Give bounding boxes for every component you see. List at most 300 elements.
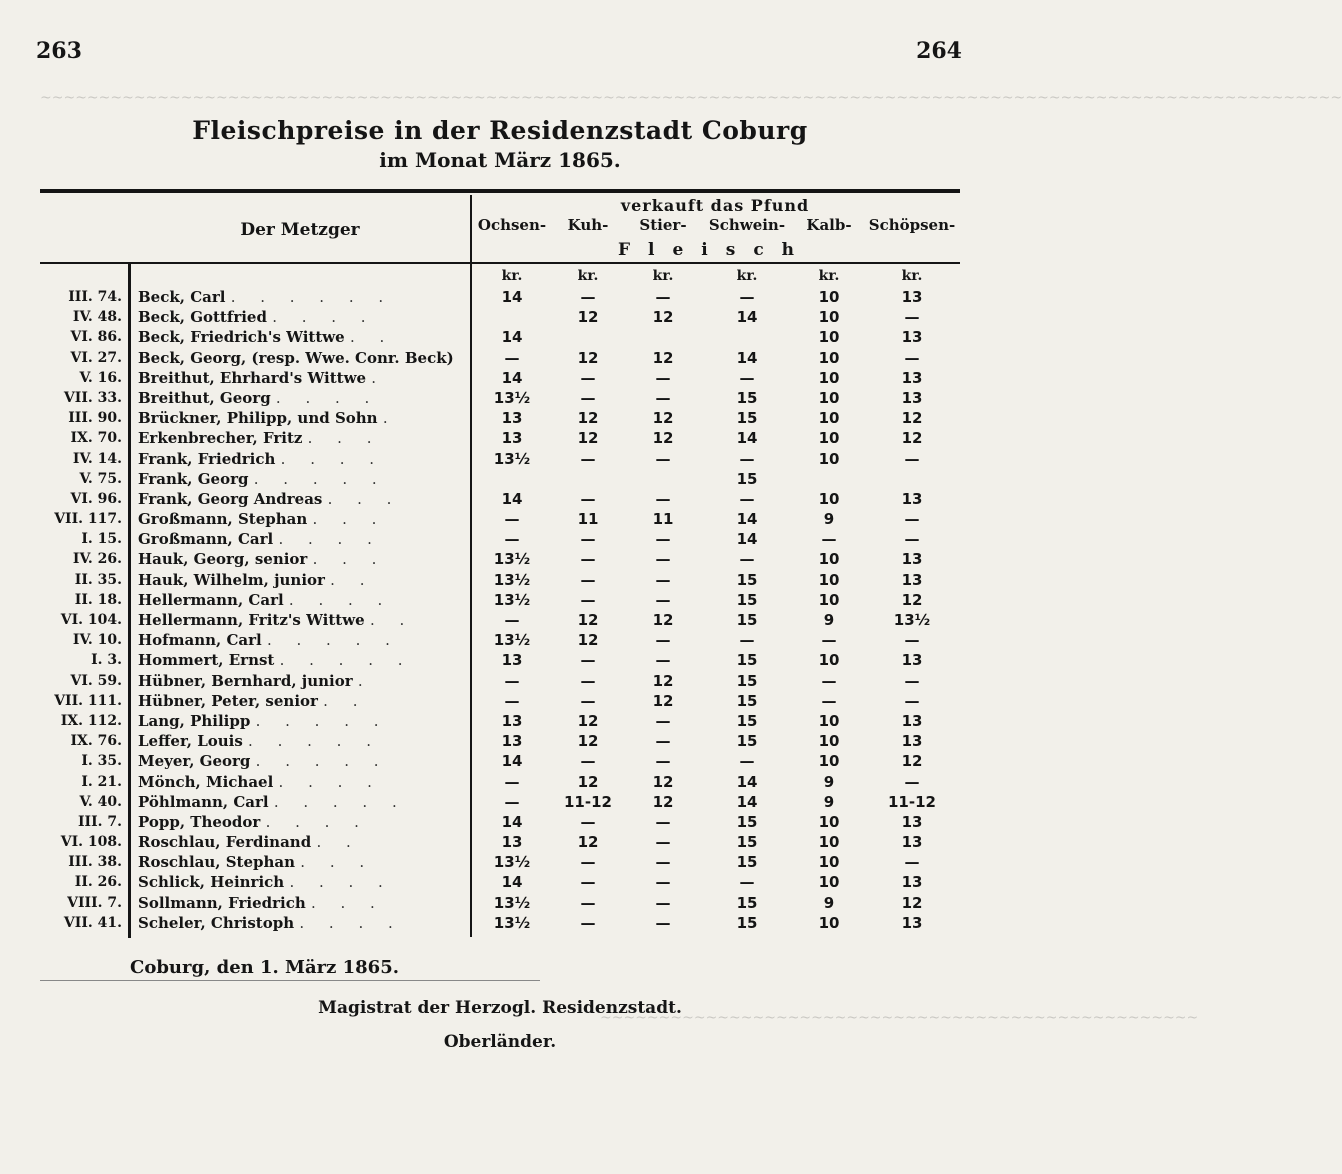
price-schwein: 15 <box>736 853 758 872</box>
price-kuh: — <box>580 853 596 872</box>
house-number: III. 7. <box>77 813 122 830</box>
price-schoepsen: 13 <box>901 711 923 730</box>
price-schoepsen: 13 <box>901 368 923 387</box>
price-ochsen: — <box>504 348 520 367</box>
price-ochsen: 14 <box>501 368 523 387</box>
price-ochsen: 13½ <box>493 913 531 932</box>
price-kuh: — <box>580 691 596 710</box>
butcher-name <box>138 368 470 388</box>
price-ochsen: 13 <box>501 429 523 448</box>
table-row <box>0 691 1000 711</box>
price-stier: — <box>655 812 671 831</box>
price-kalb: 10 <box>818 368 840 387</box>
price-schoepsen: 13 <box>901 873 923 892</box>
leader-dots: . . . . . <box>279 651 413 670</box>
header-col-schwein: Schwein- <box>708 216 786 234</box>
table-row <box>0 388 1000 408</box>
price-stier: — <box>655 732 671 751</box>
leader-dots: . . . . . <box>255 752 389 771</box>
price-stier: — <box>655 489 671 508</box>
leader-dots: . . . . <box>280 449 385 468</box>
house-number: VII. 111. <box>54 692 122 709</box>
table-row <box>0 630 1000 650</box>
price-schwein: 15 <box>736 611 758 629</box>
butcher-name-text: Mönch, Michael <box>138 772 274 791</box>
price-kuh: — <box>580 752 596 771</box>
table-row <box>0 348 1000 368</box>
price-stier: 12 <box>652 348 674 367</box>
house-number: VI. 96. <box>70 490 122 507</box>
price-schwein: 15 <box>736 469 758 488</box>
price-schoepsen: 13 <box>901 732 923 751</box>
price-schoepsen: 13 <box>901 489 923 508</box>
price-kalb: 10 <box>818 651 840 670</box>
butcher-name <box>138 509 470 529</box>
butcher-name <box>138 671 470 691</box>
price-schwein: 15 <box>736 711 758 730</box>
price-stier: — <box>655 913 671 932</box>
price-kalb: 9 <box>823 792 835 811</box>
butcher-name-text: Lang, Philipp <box>138 711 251 730</box>
price-ochsen: — <box>504 611 520 629</box>
price-stier: 12 <box>652 691 674 710</box>
leader-dots: . . . . . <box>273 792 407 811</box>
date-line: Coburg, den 1. März 1865. <box>130 957 399 978</box>
butcher-name-text: Hommert, Ernst <box>138 651 275 670</box>
house-number: IV. 48. <box>72 309 122 326</box>
price-ochsen: 13½ <box>493 631 531 650</box>
house-number: II. 26. <box>74 874 122 891</box>
butcher-name <box>138 913 470 933</box>
price-schwein: 15 <box>736 812 758 831</box>
leader-dots: . . . <box>307 429 382 448</box>
price-schoepsen: 13 <box>901 833 923 852</box>
unit-label: kr. <box>736 268 758 284</box>
price-kalb: 10 <box>818 833 840 852</box>
price-stier: — <box>655 752 671 771</box>
table-row <box>0 650 1000 670</box>
price-stier: — <box>655 893 671 912</box>
price-stier: — <box>655 711 671 730</box>
price-kalb: 9 <box>823 510 835 529</box>
price-ochsen: 13 <box>501 409 523 428</box>
price-ochsen: 13 <box>501 651 523 670</box>
price-kalb: 10 <box>818 429 840 448</box>
price-ochsen: 13 <box>501 833 523 852</box>
unit-label: kr. <box>818 268 840 284</box>
price-ochsen: 14 <box>501 328 523 347</box>
butcher-name <box>138 408 470 428</box>
butcher-name <box>138 428 470 448</box>
price-kuh: 12 <box>577 348 599 367</box>
price-kalb: 10 <box>818 913 840 932</box>
price-schwein: — <box>739 550 755 569</box>
butcher-name-text: Frank, Friedrich <box>138 449 276 468</box>
page-number-right: 264 <box>916 38 962 64</box>
price-ochsen: 14 <box>501 752 523 771</box>
table-row <box>0 893 1000 913</box>
price-kalb: 9 <box>823 611 835 629</box>
butcher-name <box>138 872 470 892</box>
price-stier: 12 <box>652 429 674 448</box>
house-number: VII. 41. <box>63 914 122 931</box>
price-schoepsen: — <box>904 853 920 872</box>
price-schwein: 14 <box>736 308 758 327</box>
butcher-name-text: Brückner, Philipp, und Sohn <box>138 409 378 428</box>
price-schoepsen: 12 <box>901 429 923 448</box>
price-kalb: 10 <box>818 853 840 872</box>
butcher-name <box>138 388 470 408</box>
price-kalb: 10 <box>818 409 840 428</box>
price-stier: 12 <box>652 772 674 791</box>
price-kalb: — <box>821 691 837 710</box>
leader-dots: . . <box>369 611 415 629</box>
price-kuh: — <box>580 812 596 831</box>
leader-dots: . . . . <box>265 812 369 831</box>
price-schoepsen: — <box>904 449 920 468</box>
price-ochsen: 13½ <box>493 570 531 589</box>
price-ochsen: 14 <box>501 489 523 508</box>
price-schoepsen: — <box>904 671 920 690</box>
price-kalb: 10 <box>818 873 840 892</box>
leader-dots: . . . . <box>275 388 380 407</box>
house-number: IX. 112. <box>60 712 122 729</box>
price-kuh: — <box>580 449 596 468</box>
price-kalb: 10 <box>818 489 840 508</box>
house-number: IX. 70. <box>70 430 122 447</box>
butcher-name-text: Beck, Georg, (resp. Wwe. Conr. Beck) <box>138 348 454 367</box>
price-schwein: 15 <box>736 590 758 609</box>
leader-dots: . . <box>323 691 368 710</box>
butcher-name <box>138 348 470 368</box>
show-through-text: ~~~~~~~~~~~~~~~~~~~~~~~~~~~~~~~~~~~~~~~~~~~~~~~~~~~ <box>600 1010 1199 1026</box>
table-row <box>0 751 1000 771</box>
price-schoepsen: — <box>904 510 920 529</box>
price-schoepsen: 13 <box>901 328 923 347</box>
price-kuh: 12 <box>577 308 599 327</box>
price-kalb: 10 <box>818 449 840 468</box>
butcher-name <box>138 469 470 489</box>
price-kalb: 10 <box>818 550 840 569</box>
price-schoepsen: 12 <box>901 590 923 609</box>
table-row <box>0 549 1000 569</box>
price-kuh: 12 <box>577 611 599 629</box>
table-row <box>0 368 1000 388</box>
price-ochsen: — <box>504 792 520 811</box>
price-ochsen: — <box>504 772 520 791</box>
table-row <box>0 570 1000 590</box>
price-schoepsen: 13 <box>901 812 923 831</box>
price-schoepsen: — <box>904 348 920 367</box>
house-number: IV. 26. <box>72 551 122 568</box>
butcher-name-text: Hauk, Wilhelm, junior <box>138 570 325 589</box>
house-number: II. 18. <box>74 591 122 608</box>
price-ochsen: 13 <box>501 732 523 751</box>
price-ochsen: — <box>504 530 520 549</box>
price-stier: — <box>655 388 671 407</box>
leader-dots: . . <box>316 833 361 852</box>
price-schoepsen: 13 <box>901 388 923 407</box>
price-stier: — <box>655 631 671 650</box>
table-row <box>0 792 1000 812</box>
butcher-name-text: Scheler, Christoph <box>138 913 295 932</box>
signatory: Oberländer. <box>443 1032 557 1052</box>
header-col-schoepsen: Schöpsen- <box>868 216 956 234</box>
butcher-name <box>138 590 470 610</box>
header-sells: verkauft das Pfund <box>620 196 810 215</box>
table-top-rule <box>40 189 960 193</box>
price-schoepsen: 13½ <box>893 611 931 629</box>
price-kalb: 10 <box>818 812 840 831</box>
leader-dots: . . . . . <box>266 631 400 650</box>
price-stier: — <box>655 590 671 609</box>
price-schwein: — <box>739 288 755 306</box>
house-number: III. 74. <box>68 289 122 305</box>
price-kalb: — <box>821 671 837 690</box>
table-row <box>0 913 1000 933</box>
price-kuh: — <box>580 288 596 306</box>
show-through-text: ~~~~~~~~~~~~~~~~~~~~~~~~~~~~~~~~~~~~~~~~~~~~~~~~~~~~~~~~~~~~~~~~~~~~~~~~~~~~~~~~~~~~~~~~~~~~~~~~~~~~~~~~~~~~~~~ <box>40 90 1342 106</box>
price-schoepsen: 13 <box>901 913 923 932</box>
house-number: VI. 59. <box>70 672 122 689</box>
price-kalb: 10 <box>818 308 840 327</box>
price-schoepsen: — <box>904 308 920 327</box>
price-stier: 11 <box>652 510 674 529</box>
price-schoepsen: 13 <box>901 550 923 569</box>
price-ochsen: 13½ <box>493 388 531 407</box>
leader-dots: . . . . <box>278 530 382 549</box>
leader-dots: . . . . <box>288 590 393 609</box>
price-stier: 12 <box>652 671 674 690</box>
house-number: V. 16. <box>79 369 122 386</box>
price-ochsen: — <box>504 510 520 529</box>
price-schwein: — <box>739 368 755 387</box>
price-stier: — <box>655 449 671 468</box>
issuing-authority: Magistrat der Herzogl. Residenzstadt. <box>318 998 682 1018</box>
price-kuh: 11 <box>577 510 599 529</box>
header-col-kalb: Kalb- <box>806 216 852 234</box>
price-schwein: — <box>739 449 755 468</box>
table-row <box>0 469 1000 489</box>
leader-dots: . . . <box>327 489 402 508</box>
header-meat: Fleisch <box>617 240 813 260</box>
butcher-name <box>138 650 470 670</box>
table-row <box>0 832 1000 852</box>
price-kalb: 10 <box>818 711 840 730</box>
butcher-name-text: Großmann, Carl <box>138 530 274 549</box>
butcher-name-text: Meyer, Georg <box>138 752 251 771</box>
butcher-name-text: Breithut, Ehrhard's Wittwe <box>138 368 367 387</box>
butcher-name <box>138 751 470 771</box>
price-kuh: — <box>580 388 596 407</box>
price-schwein: 15 <box>736 570 758 589</box>
butcher-name-text: Frank, Georg Andreas <box>138 489 323 508</box>
table-row <box>0 731 1000 751</box>
price-schwein: 15 <box>736 833 758 852</box>
price-schwein: 15 <box>736 388 758 407</box>
house-number: I. 3. <box>91 652 122 669</box>
butcher-name-text: Frank, Georg <box>138 469 249 488</box>
price-kalb: — <box>821 631 837 650</box>
price-kuh: — <box>580 651 596 670</box>
price-stier: — <box>655 853 671 872</box>
butcher-name-text: Pöhlmann, Carl <box>138 792 269 811</box>
price-kuh: — <box>580 489 596 508</box>
leader-dots: . . <box>349 328 395 347</box>
house-number: I. 15. <box>81 531 122 548</box>
leader-dots: . . . . . <box>255 711 389 730</box>
price-ochsen: 13½ <box>493 853 531 872</box>
price-kuh: — <box>580 671 596 690</box>
price-kuh: — <box>580 530 596 549</box>
table-row <box>0 408 1000 428</box>
price-schwein: 15 <box>736 691 758 710</box>
butcher-name <box>138 529 470 549</box>
price-ochsen: — <box>504 671 520 690</box>
price-kalb: — <box>821 530 837 549</box>
price-kuh: — <box>580 873 596 892</box>
price-schwein: — <box>739 752 755 771</box>
price-schoepsen: 12 <box>901 752 923 771</box>
butcher-name <box>138 549 470 569</box>
header-col-kuh: Kuh- <box>567 216 609 234</box>
price-kalb: 9 <box>823 893 835 912</box>
price-kalb: 10 <box>818 348 840 367</box>
table-row <box>0 711 1000 731</box>
price-stier: — <box>655 530 671 549</box>
price-schoepsen: — <box>904 631 920 650</box>
house-number: I. 35. <box>81 753 122 770</box>
table-row <box>0 489 1000 509</box>
house-number: III. 38. <box>68 854 122 871</box>
price-schwein: 15 <box>736 409 758 428</box>
price-schwein: 15 <box>736 913 758 932</box>
price-ochsen: 13 <box>501 711 523 730</box>
price-kalb: 10 <box>818 288 840 306</box>
butcher-name <box>138 630 470 650</box>
price-kuh: 12 <box>577 631 599 650</box>
price-stier: — <box>655 550 671 569</box>
house-number: IV. 10. <box>72 632 122 649</box>
unit-label: kr. <box>901 268 923 284</box>
butcher-name-text: Beck, Gottfried <box>138 308 267 327</box>
butcher-name-text: Hofmann, Carl <box>138 631 262 650</box>
butcher-name-text: Schlick, Heinrich <box>138 873 285 892</box>
house-number: IV. 14. <box>72 450 122 467</box>
leader-dots: . . . <box>310 893 385 912</box>
butcher-name <box>138 792 470 812</box>
price-schoepsen: 12 <box>901 893 923 912</box>
leader-dots: . <box>357 671 373 690</box>
price-stier: 12 <box>652 409 674 428</box>
price-schoepsen: 11-12 <box>888 792 936 811</box>
unit-label: kr. <box>652 268 674 284</box>
butcher-name-text: Sollmann, Friedrich <box>138 893 306 912</box>
leader-dots: . <box>371 368 387 387</box>
price-kalb: 10 <box>818 388 840 407</box>
document-title: Fleischpreise in der Residenzstadt Coburg <box>192 116 808 145</box>
table-row <box>0 449 1000 469</box>
price-schwein: — <box>739 489 755 508</box>
butcher-name <box>138 832 470 852</box>
unit-label: kr. <box>501 268 523 284</box>
price-schwein: 14 <box>736 510 758 529</box>
price-schoepsen: — <box>904 772 920 791</box>
price-stier: — <box>655 288 671 306</box>
page-number-left: 263 <box>36 38 82 64</box>
house-number: I. 21. <box>81 773 122 790</box>
price-schwein: 15 <box>736 671 758 690</box>
price-schwein: 14 <box>736 772 758 791</box>
price-stier: — <box>655 873 671 892</box>
table-row <box>0 307 1000 327</box>
table-row <box>0 287 1000 307</box>
footer-rule <box>40 980 540 981</box>
price-kuh: 12 <box>577 732 599 751</box>
leader-dots: . . . <box>312 550 387 569</box>
butcher-name <box>138 691 470 711</box>
butcher-name-text: Roschlau, Stephan <box>138 853 296 872</box>
price-kuh: — <box>580 913 596 932</box>
document-subtitle: im Monat März 1865. <box>379 148 621 172</box>
price-kuh: 12 <box>577 409 599 428</box>
price-ochsen: 14 <box>501 873 523 892</box>
butcher-name <box>138 893 470 913</box>
butcher-name-text: Popp, Theodor <box>138 812 261 831</box>
leader-dots: . . <box>330 570 375 589</box>
price-stier: — <box>655 570 671 589</box>
table-row <box>0 327 1000 347</box>
house-number: VI. 27. <box>70 349 122 366</box>
butcher-name <box>138 570 470 590</box>
house-number: II. 35. <box>74 571 122 588</box>
butcher-name <box>138 711 470 731</box>
house-number: VII. 117. <box>54 511 122 528</box>
butcher-name-text: Roschlau, Ferdinand <box>138 833 312 852</box>
house-number: IX. 76. <box>70 733 122 750</box>
butcher-name <box>138 327 470 347</box>
butcher-name-text: Hellermann, Carl <box>138 590 284 609</box>
price-ochsen: 14 <box>501 288 523 306</box>
table-row <box>0 852 1000 872</box>
house-number: VIII. 7. <box>67 894 122 911</box>
header-col-ochsen: Ochsen- <box>477 216 547 234</box>
house-number: VI. 108. <box>60 834 122 851</box>
house-number: V. 40. <box>79 793 122 810</box>
butcher-name <box>138 610 470 630</box>
price-stier: — <box>655 368 671 387</box>
table-row <box>0 428 1000 448</box>
price-kuh: 12 <box>577 429 599 448</box>
unit-label: kr. <box>577 268 599 284</box>
price-schwein: 14 <box>736 530 758 549</box>
price-schoepsen: — <box>904 691 920 710</box>
leader-dots: . . . . . <box>253 469 387 488</box>
price-stier: 12 <box>652 308 674 327</box>
butcher-name <box>138 852 470 872</box>
table-row <box>0 529 1000 549</box>
leader-dots: . . . . . . <box>230 288 394 306</box>
price-stier: 12 <box>652 792 674 811</box>
price-schoepsen: 13 <box>901 288 923 306</box>
price-stier: — <box>655 651 671 670</box>
butcher-name <box>138 449 470 469</box>
butcher-name-text: Leffer, Louis <box>138 732 243 751</box>
butcher-name <box>138 287 470 307</box>
butcher-name-text: Großmann, Stephan <box>138 510 308 529</box>
price-schwein: 15 <box>736 732 758 751</box>
house-number: VI. 104. <box>60 612 122 628</box>
